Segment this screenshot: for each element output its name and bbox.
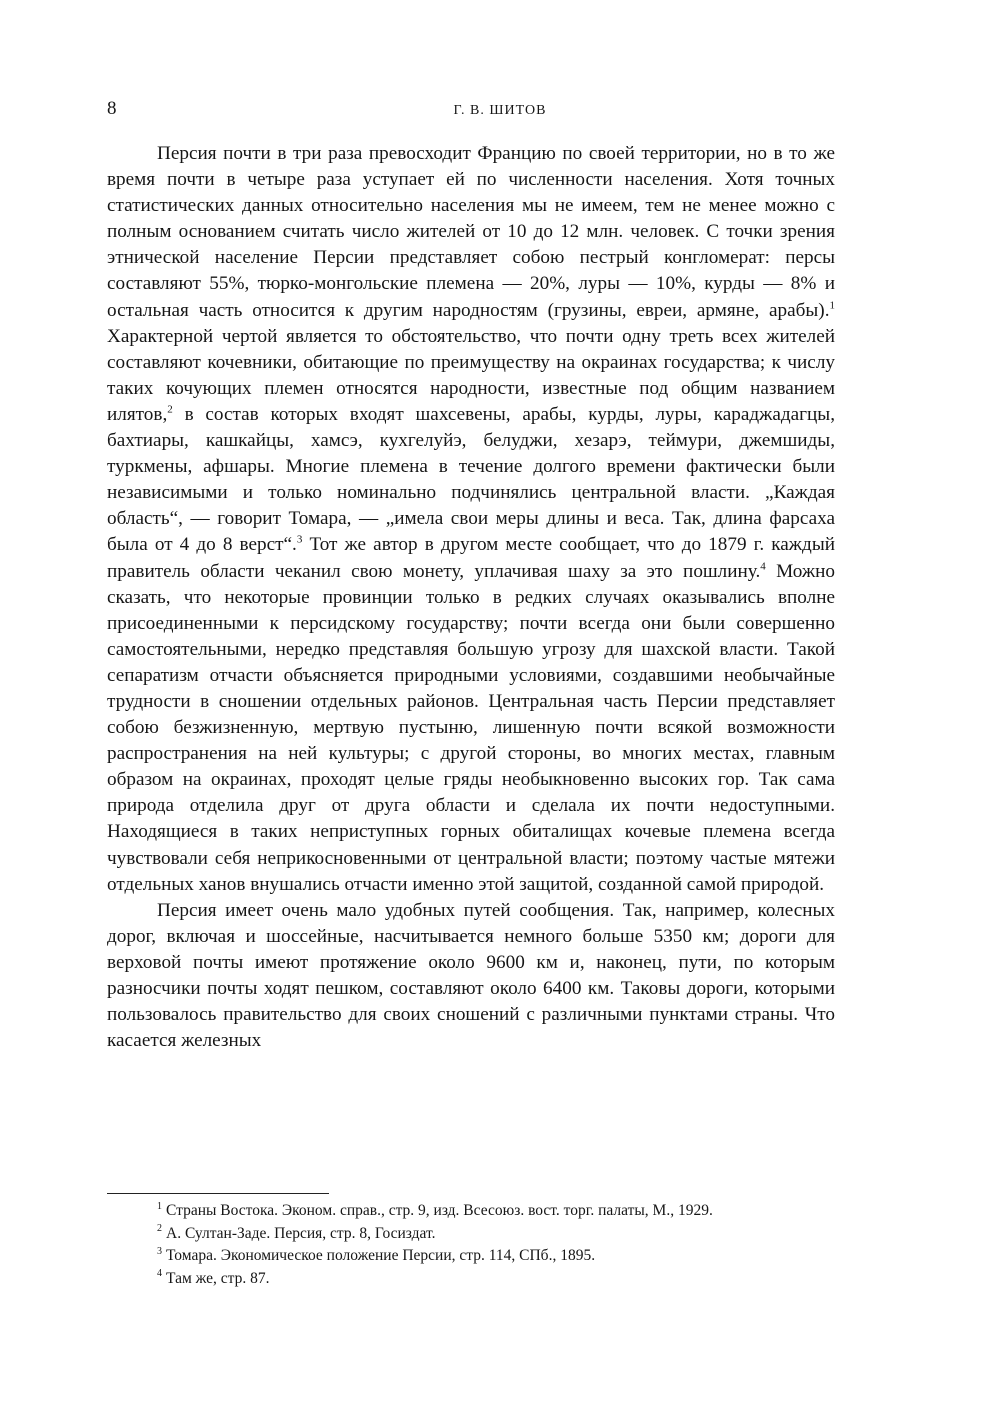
footnote	[157, 1245, 847, 1268]
footnote-mark: 1	[157, 1200, 162, 1212]
footnote-text: Томара. Экономическое положение Персии, стр. 114, СПб., 1895.	[166, 1247, 596, 1264]
paragraph-text: в состав которых входят шахсевены, арабы, курды, луры, караджадагцы, бахтиары, кашкайцы, хамсэ, кухгелуйэ, белуджи, хезарэ, теймури, джемшиды, туркмены, афшары. Многие племена в течение долгого времени фактически были независимыми и только номинально подчинялись центральной власти. „Каждая область“, — говорит Томара, — „имела свои меры длины и веса. Так, длина фарсаха была от 4 до 8 верст“.	[107, 403, 835, 556]
paragraph	[107, 898, 835, 1055]
footnote-mark: 4	[157, 1268, 162, 1280]
footnote	[157, 1200, 847, 1223]
page-number: 8	[107, 98, 117, 119]
footnote	[157, 1223, 847, 1246]
paragraph-text: Тот же автор в другом месте сообщает, что до 1879 г. каждый правитель области чеканил свою монету, уплачивая шаху за это пошлину.	[107, 534, 835, 582]
footnote-ref: 3	[296, 534, 303, 547]
footnote-text: А. Султан-Заде. Персия, стр. 8, Госиздат.	[166, 1224, 436, 1242]
paragraph-text: Персия имеет очень мало удобных путей сообщения. Так, например, колесных дорог, включая и шоссейные, насчитывается немного больше 5350 км; дороги для верховой почты имеют протяжение около 9600 км и, наконец, пути, по которым разносчики почты ходят пешком, составляют около 6400 км. Таковы дороги, которыми пользовалось правительство для своих сношений с различными пунктами страны. Что касается железных	[107, 899, 835, 1052]
paragraph	[107, 141, 835, 898]
footnote-mark: 2	[157, 1223, 162, 1235]
paragraph-text: Можно сказать, что некоторые провинции только в редких случаях оказывались вполне присоединенными к персидскому государству; почти всегда они были совершенно самостоятельными, нередко представляя большую угрозу для шахской власти. Такой сепаратизм отчасти объясняется природными условиями, создавшими необычайные трудности в сношении отдельных районов. Центральная часть Персии представляет собою безжизненную, мертвую пустыню, лишенную почти всякой возможности распространения на ней культуры; с другой стороны, во многих местах, главным образом на окраинах, проходят целые гряды необыкновенно высоких гор. Так сама природа отделила друг от друга области и сделала их почти недоступными. Находящиеся в таких неприступных горных обиталищах кочевые племена всегда чувствовали себя неприкосновенными от центральной власти; поэтому частые мятежи отдельных ханов внушались отчасти именно этой защитой, созданной самой природой.	[107, 560, 835, 895]
footnotes	[157, 1200, 847, 1290]
body-text	[107, 141, 835, 1054]
footnote-text: Там же, стр. 87.	[166, 1269, 270, 1287]
running-head: Г. В. ШИТОВ	[453, 103, 547, 118]
footnote	[157, 1268, 847, 1291]
paragraph-text: Характерной чертой является то обстоятельство, что почти одну треть всех жителей составляют кочевники, обитающие по преимуществу на окраинах государства; к числу таких кочующих племен относятся народности, известные под общим названием илятов,	[107, 325, 835, 425]
footnote-ref: 2	[167, 403, 173, 416]
footnote-text: Страны Востока. Эконом. справ., стр. 9, изд. Всесоюз. вост. торг. палаты, М., 1929.	[166, 1202, 713, 1219]
footnote-divider	[107, 1193, 329, 1194]
footnote-mark: 3	[157, 1245, 162, 1257]
footnote-ref: 4	[760, 560, 766, 573]
footnote-ref: 1	[829, 299, 835, 312]
paragraph-text: Персия почти в три раза превосходит Францию по своей территории, но в то же время почти в четыре раза уступает ей по численности населения. Хотя точных статистических данных относительно населения мы не имеем, тем не менее можно с полным основанием считать число жителей от 10 до 12 млн. человек. С точки зрения этнической население Персии представляет собою пестрый конгломерат: персы составляют 55%, тюрко-монгольские племена — 20%, луры — 10%, курды — 8% и остальная часть относится к другим народностям (грузины, евреи, армяне, арабы).	[107, 143, 835, 321]
